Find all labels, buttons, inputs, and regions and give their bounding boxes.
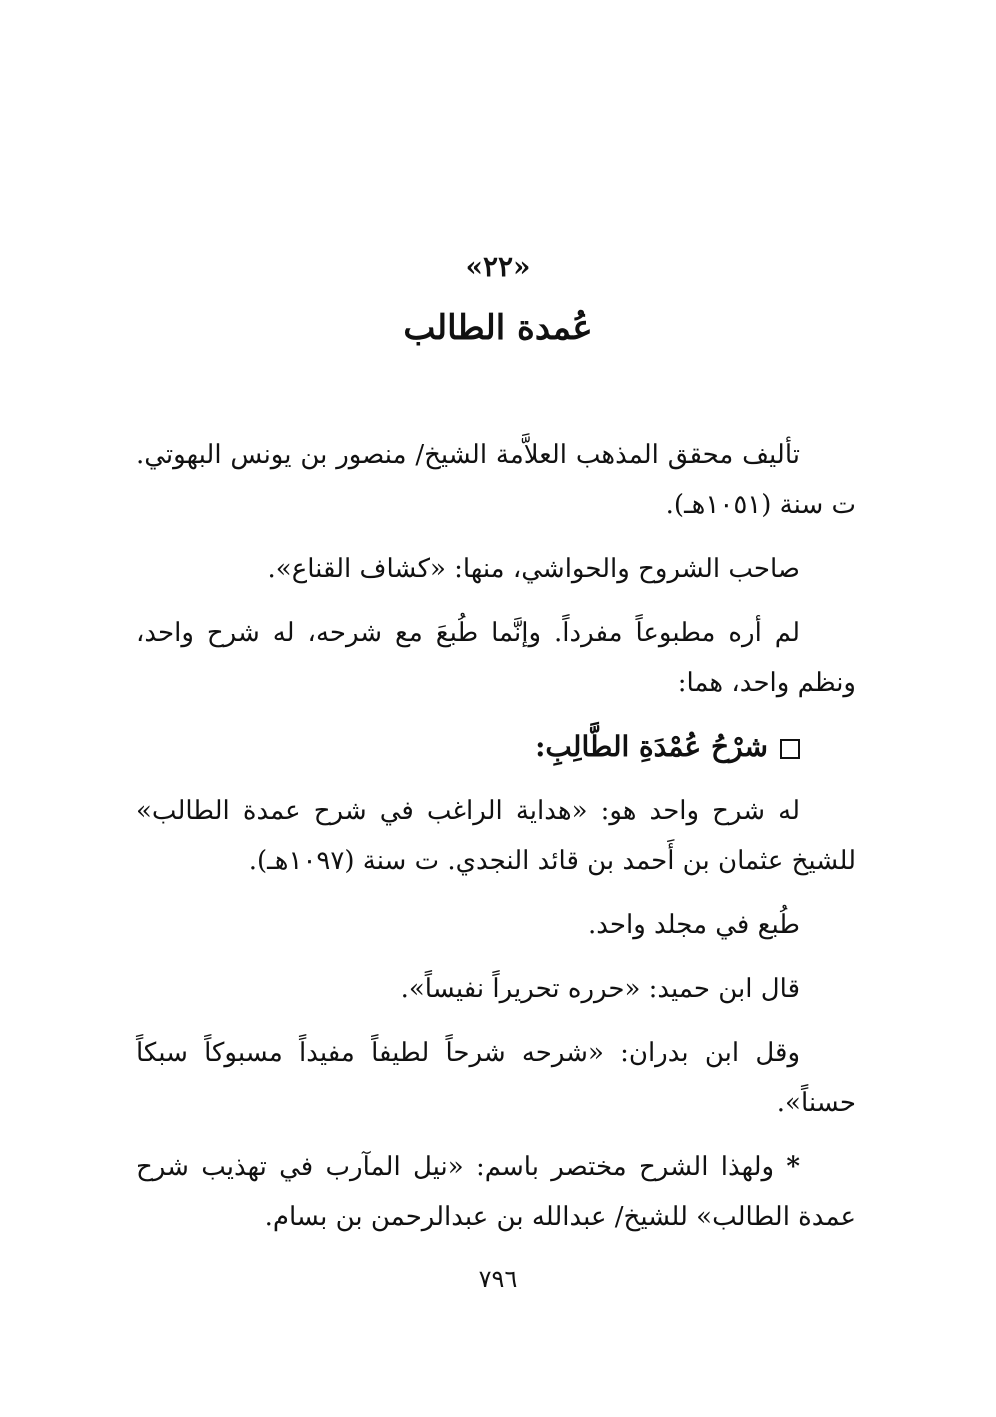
square-bullet-icon: [780, 739, 800, 759]
entry-title: عُمدة الطالب: [403, 308, 593, 348]
paragraph-ibn-humaid: قال ابن حميد: «حرره تحريراً نفيساً».: [400, 974, 800, 1004]
entry-number: «٢٢»: [465, 250, 531, 283]
paragraph-volume: طُبع في مجلد واحد.: [588, 910, 800, 940]
paragraph-commentary: له شرح واحد هو: «هداية الراغب في شرح عمدة الطالب» للشيخ عثمان بن أَحمد بن قائد النجدي. ت سنة (١٠٩٧هـ).: [136, 796, 856, 876]
paragraph-author: تأليف محقق المذهب العلاَّمة الشيخ/ منصور بن يونس البهوتي. ت سنة (١٠٥١هـ).: [136, 440, 856, 520]
body-text: [136, 430, 856, 1256]
section-heading: [136, 722, 856, 772]
section-heading-text: شرْحُ عُمْدَةِ الطَّالِبِ:: [535, 730, 768, 763]
paragraph-ibn-badran: وقل ابن بدران: «شرحه شرحاً لطيفاً مفيداً مسبوكاً سبكاً حسناً».: [136, 1038, 856, 1118]
paragraph-works: صاحب الشروح والحواشي، منها: «كشاف القناع».: [267, 554, 800, 584]
paragraph-printing: لم أره مطبوعاً مفرداً. وإنَّما طُبعَ مع شرحه، له شرح واحد، ونظم واحد، هما:: [136, 618, 856, 698]
paragraph-abridgement: [136, 1142, 856, 1242]
page-number: ٧٩٦: [478, 1265, 518, 1293]
paragraph-abridgement-text: ولهذا الشرح مختصر باسم: «نيل المآرب في تهذيب شرح عمدة الطالب» للشيخ/ عبدالله بن عبدالرحمن بن بسام.: [136, 1152, 856, 1232]
star-bullet-icon: *: [786, 1152, 800, 1182]
